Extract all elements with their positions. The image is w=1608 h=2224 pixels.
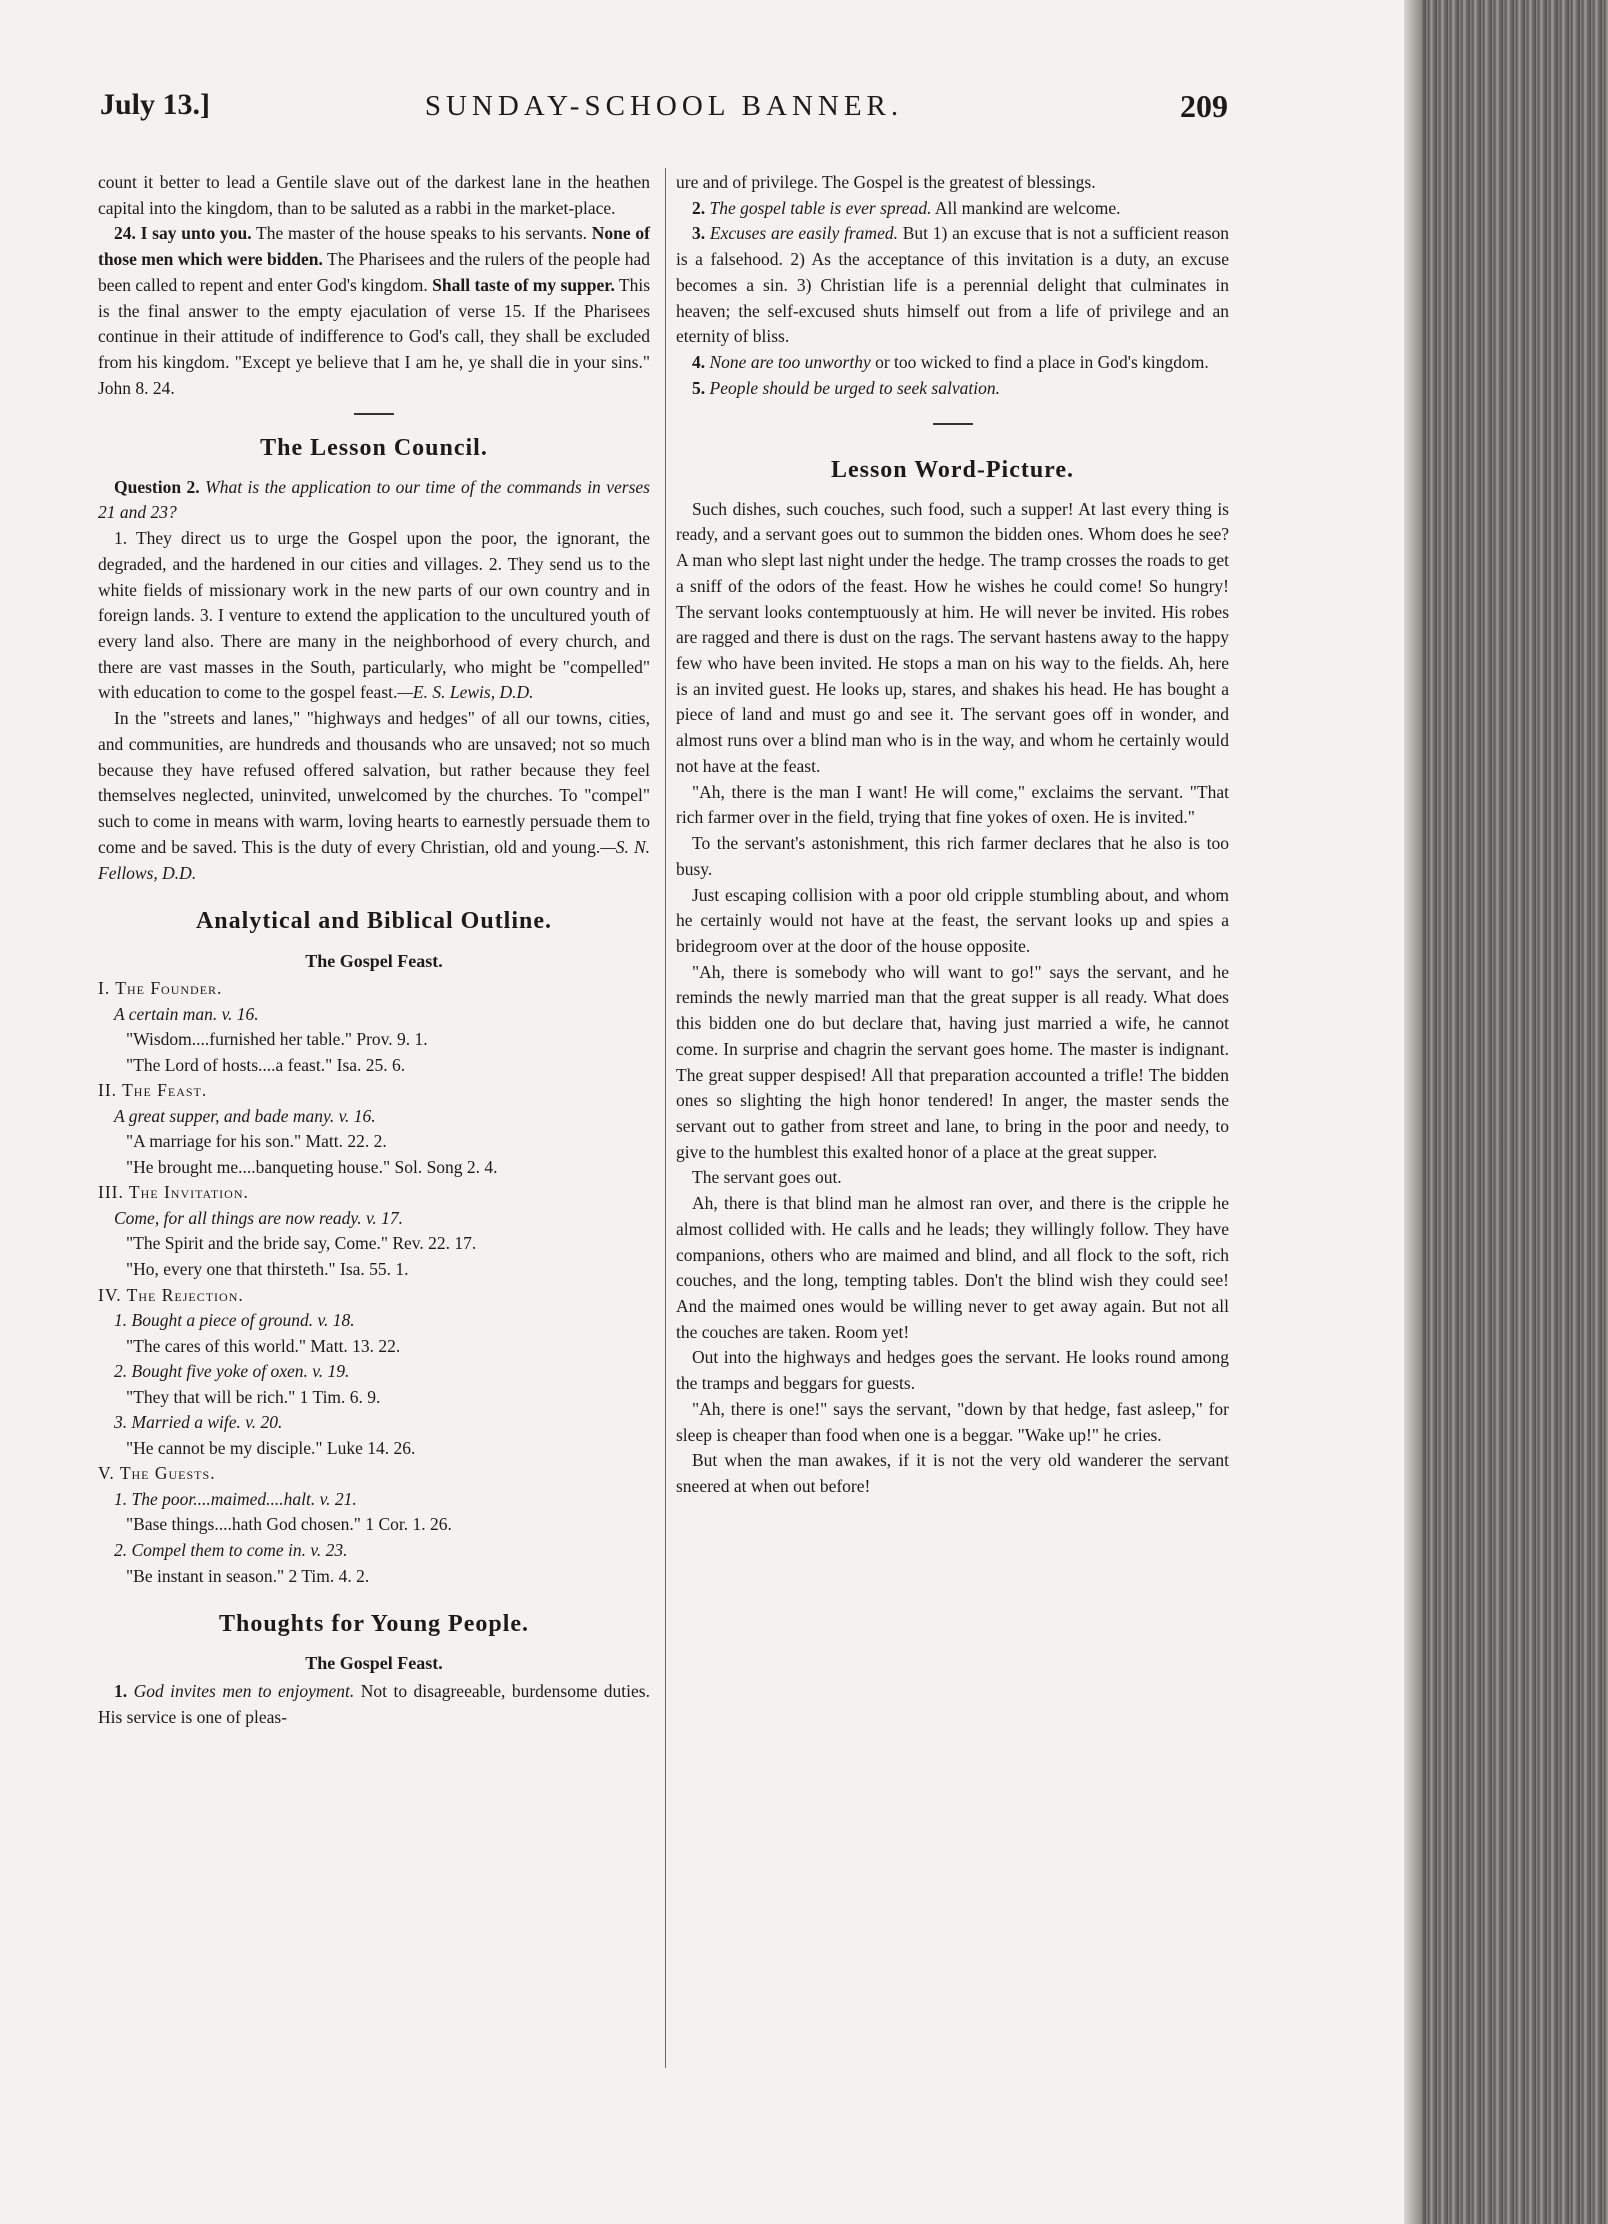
verse-24-paragraph (98, 221, 650, 401)
thought-2-text: All mankind are welcome. (931, 197, 1121, 218)
thought-1-emphasis: God invites men to enjoyment. (127, 1680, 355, 1701)
outline-line: "The Spirit and the bride say, Come." Rev. 22. 17. (126, 1233, 477, 1254)
column-divider (665, 168, 666, 2068)
thought-5-number: 5. (692, 377, 706, 398)
question-paragraph (98, 475, 650, 526)
outline-line: "Be instant in season." 2 Tim. 4. 2. (126, 1565, 370, 1586)
outline-line: IV. The Rejection. (98, 1284, 244, 1305)
thoughts-subheading: The Gospel Feast. (305, 1653, 443, 1674)
word-picture-paragraph: To the servant's astonishment, this rich farmer declares that he also is too busy. (676, 833, 1229, 879)
outline-line: "A marriage for his son." Matt. 22. 2. (126, 1131, 387, 1152)
thought-3-number: 3. (692, 223, 706, 244)
outline-line: A certain man. v. 16. (114, 1003, 259, 1024)
outline-line: "The Lord of hosts....a feast." Isa. 25. 6. (126, 1054, 406, 1075)
thoughts-heading: Thoughts for Young People. (218, 1611, 530, 1638)
word-picture-paragraph: "Ah, there is somebody who will want to go!" says the servant, and he reminds the newly married man that the great supper is all ready. What does this bidden one do but declare that, having just married a wife, he cannot come. In surprise and chagrin the servant goes home. The master is indignant. The great supper despised! All that preparation accounted a trifle! The bidden ones so slighting the high honor tendered! In anger, the master sends the servant out to gather from street and lane, to bring in the poor and needy, to give to the humblest this exalted honor of a place at the great supper. (676, 961, 1229, 1162)
lesson-council-heading: The Lesson Council. (260, 435, 488, 462)
outline-line: "He cannot be my disciple." Luke 14. 26. (126, 1437, 416, 1458)
header-date: July 13.] (100, 88, 211, 121)
verse-24-text-3: This is the final answer to the empty ejaculation of verse 15. If the Pharisees continue in their attitude of indifference to God's call, they shall be excluded from his kingdom. "Except ye believe that I am he, ye shall die in your sins." John 8. 24. (98, 274, 651, 398)
thought-1-text: Not to disagreeable, burdensome duties. His service is one of pleas- (98, 1680, 650, 1727)
outline-line: III. The Invitation. (98, 1182, 249, 1203)
council-answer-1-text: 1. They direct us to urge the Gospel upon the poor, the ignorant, the degraded, and the hardened in our cities and villages. 2. They send us to the white fields of missionary work in the new parts of our own country and in foreign lands. 3. I venture to extend the application to the uncultured youth of every land also. There are many in the neighborhood of every church, and there are vast masses in the South, particularly, who might be "compelled" with education to come to the gospel feast. (98, 528, 650, 703)
council-answer-2-signature: —S. N. Fellows, D.D. (98, 836, 650, 883)
outline-line: 1. The poor....maimed....halt. v. 21. (114, 1488, 357, 1509)
word-picture-paragraph: The servant goes out. (692, 1167, 842, 1188)
word-picture-paragraph: But when the man awakes, if it is not the very old wanderer the servant sneered at when out before! (676, 1450, 1229, 1497)
thought-4 (676, 350, 1229, 376)
thought-4-emphasis: None are too unworthy (705, 352, 871, 373)
thought-5-emphasis: People should be urged to seek salvation. (705, 377, 1000, 398)
outline-line: V. The Guests. (98, 1463, 216, 1484)
outline-line: 1. Bought a piece of ground. v. 18. (114, 1310, 355, 1331)
thought-1-number: 1. (114, 1680, 128, 1701)
outline-line: "Wisdom....furnished her table." Prov. 9. 1. (126, 1029, 428, 1050)
outline-line: "They that will be rich." 1 Tim. 6. 9. (126, 1386, 381, 1407)
thought-3 (676, 221, 1229, 350)
thought-2-number: 2. (692, 197, 706, 218)
outline-line: 2. Compel them to come in. v. 23. (114, 1539, 348, 1560)
word-picture-paragraph: Just escaping collision with a poor old cripple stumbling about, and whom he certainly would not have at the feast, the servant looks up and spies a bridegroom over at the door of the house opposite. (676, 884, 1229, 956)
word-picture-heading: Lesson Word-Picture. (830, 457, 1075, 484)
question-text: What is the application to our time of the commands in verses 21 and 23? (98, 476, 650, 523)
question-label: Question 2. (114, 476, 200, 497)
outline-line: "He brought me....banqueting house." Sol. Song 2. 4. (126, 1156, 498, 1177)
header-title: SUNDAY-SCHOOL BANNER. (424, 90, 904, 122)
continued-paragraph-right: ure and of privilege. The Gospel is the greatest of blessings. (676, 172, 1096, 192)
outline-line: I. The Founder. (98, 977, 223, 998)
thought-2-emphasis: The gospel table is ever spread. (705, 197, 932, 218)
thought-5 (676, 376, 1229, 402)
council-answer-2 (98, 706, 650, 886)
outline-list (98, 976, 650, 1589)
outline-heading: Analytical and Biblical Outline. (195, 908, 553, 935)
page-edges (1404, 0, 1608, 2224)
council-answer-2-text: In the "streets and lanes," "highways and hedges" of all our towns, cities, and communities, are hundreds and thousands who are unsaved; not so much because they have refused offered salvation, but rather because they feel themselves neglected, uninvited, unwelcomed by the churches. To "compel" such to come in means with warm, loving hearts to earnestly persuade them to come and be saved. This is the duty of every Christian, old and young. (98, 708, 650, 857)
verse-24-text-2: The Pharisees and the rulers of the people had been called to repent and enter God's kingdom. (98, 249, 650, 295)
right-column (676, 170, 1229, 1500)
thought-4-text: or too wicked to find a place in God's kingdom. (870, 352, 1209, 373)
outline-line: A great supper, and bade many. v. 16. (114, 1105, 376, 1126)
word-picture-paragraph: "Ah, there is the man I want! He will come," exclaims the servant. "That rich farmer over in the field, trying that fine yokes of oxen. He is invited." (676, 781, 1229, 828)
verse-24-bold-1: None of those men which were bidden. (98, 223, 651, 270)
page-number: 209 (1180, 88, 1228, 124)
verse-24-text-1: The master of the house speaks to his servants. (251, 223, 592, 244)
thought-3-text: But 1) an excuse that is not a sufficient reason is a falsehood. 2) As the acceptance of this invitation is a duty, an excuse becomes a sin. 3) Christian life is a perennial delight that culminates in heaven; the self-excused shuts himself out from a life of privilege and an eternity of bliss. (676, 223, 1230, 347)
outline-line: "The cares of this world." Matt. 13. 22. (126, 1335, 401, 1356)
outline-line: 3. Married a wife. v. 20. (114, 1412, 283, 1433)
outline-line: II. The Feast. (98, 1080, 208, 1101)
council-answer-1-signature: —E. S. Lewis, D.D. (397, 682, 534, 703)
word-picture-paragraph: Out into the highways and hedges goes the servant. He looks round among the tramps and beggars for guests. (676, 1347, 1229, 1394)
outline-subheading: The Gospel Feast. (305, 950, 443, 971)
word-picture-paragraph: Such dishes, such couches, such food, such a supper! At last every thing is ready, and a servant goes out to summon the bidden ones. Whom does he see? A man who slept last night under the hedge. The tramp crosses the roads to get a sniff of the odors of the feast. How he wishes he could come! So hungry! The servant looks contemptuously at him. He will never be invited. His robes are ragged and there is dust on the rags. The servant hastens away to the happy few who have been invited. He stops a man on his way to the fields. Ah, here is an invited guest. He looks up, stares, and shakes his head. He has bought a piece of land and must go and see it. The servant goes off in wonder, and almost runs over a blind man who is in the way, and whom he certainly would not have at the feast. (676, 498, 1229, 776)
outline-line: 2. Bought five yoke of oxen. v. 19. (114, 1361, 350, 1382)
word-picture-paragraph: "Ah, there is one!" says the servant, "down by that hedge, fast asleep," for sleep is cheaper than food when one is a beggar. "Wake up!" he cries. (676, 1398, 1229, 1445)
thought-4-number: 4. (692, 352, 706, 373)
word-picture-paragraph: Ah, there is that blind man he almost ran over, and there is the cripple he almost collided with. He calls and he leads; they willingly follow. They have companions, others who are maimed and blind, and all flock to the soft, rich couches, and the long, tempting tables. Don't the blind wish they could see! And the maimed ones would be willing never to get away again. But not all the couches are taken. Room yet! (676, 1193, 1229, 1342)
section-rule (354, 413, 394, 415)
verse-24-lead: 24. I say unto you. (114, 223, 252, 244)
section-rule-right (933, 423, 973, 425)
council-answer-1 (98, 526, 650, 706)
continued-paragraph: count it better to lead a Gentile slave out of the darkest lane in the heathen capital into the kingdom, than to be saluted as a rabbi in the market-place. (98, 172, 650, 218)
outline-line: Come, for all things are now ready. v. 17. (114, 1207, 404, 1228)
thought-3-emphasis: Excuses are easily framed. (705, 223, 898, 244)
verse-24-bold-2: Shall taste of my supper. (432, 274, 615, 295)
page-header (100, 88, 1228, 138)
thought-2 (676, 196, 1229, 222)
outline-line: "Base things....hath God chosen." 1 Cor. 1. 26. (126, 1514, 452, 1535)
word-picture-body (676, 497, 1229, 1500)
left-column (98, 170, 650, 1730)
outline-line: "Ho, every one that thirsteth." Isa. 55. 1. (126, 1258, 409, 1279)
thought-1 (98, 1679, 650, 1730)
